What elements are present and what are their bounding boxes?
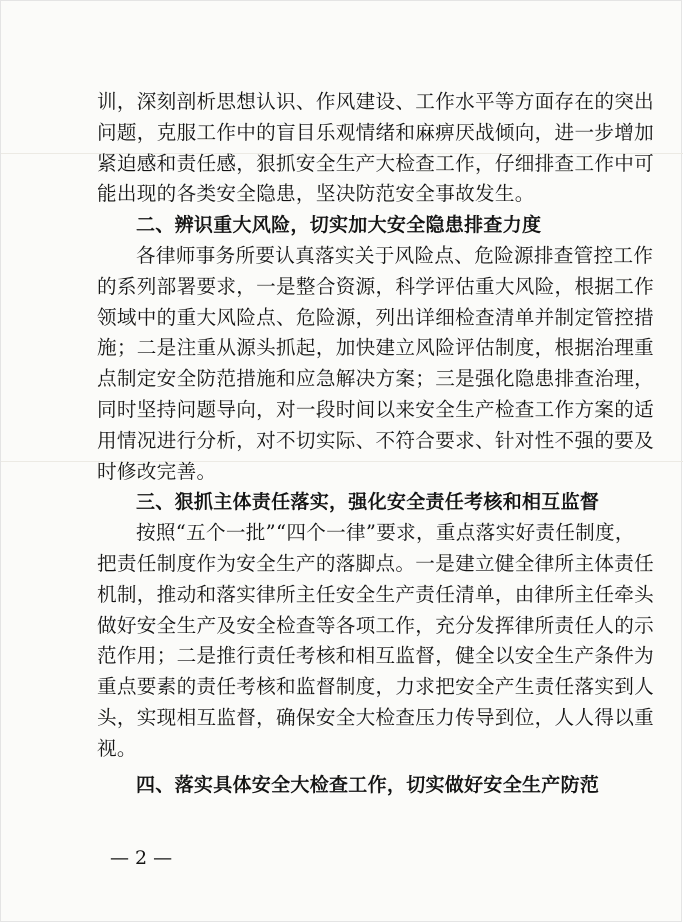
text-line: 同时坚持问题导向，对一段时间以来安全生产检查工作方案的适 xyxy=(97,397,655,421)
text-line: 把责任制度作为安全生产的落脚点。一是建立健全律所主体责任 xyxy=(97,551,655,575)
text-line: 领域中的重大风险点、危险源，列出详细检查清单并制定管控措 xyxy=(97,305,655,329)
section-heading: 四、落实具体安全大检查工作，切实做好安全生产防范 xyxy=(136,773,600,796)
text-line: 的系列部署要求，一是整合资源，科学评估重大风险，根据工作 xyxy=(97,274,655,298)
text-line: 机制，推动和落实律所主任安全生产责任清单，由律所主任牵头 xyxy=(97,582,655,606)
text-line: 点制定安全防范措施和应急解决方案；三是强化隐患排查治理， xyxy=(97,367,655,391)
text-line: 能出现的各类安全隐患，坚决防范安全事故发生。 xyxy=(97,182,535,206)
section-2 xyxy=(97,210,655,487)
section-heading: 二、辨识重大风险，切实加大安全隐患排查力度 xyxy=(136,214,542,237)
text-line: 各律师事务所要认真落实关于风险点、危险源排查管控工作 xyxy=(136,243,654,267)
text-line: 范作用；二是推行责任考核和相互监督，健全以安全生产条件为 xyxy=(97,644,655,668)
text-line: 训，深刻剖析思想认识、作风建设、工作水平等方面存在的突出 xyxy=(97,90,655,113)
text-line: 头，实现相互监督，确保安全大检查压力传导到位，人人得以重 xyxy=(97,705,655,729)
text-line: 时修改完善。 xyxy=(97,459,217,483)
page-number: — 2 — xyxy=(110,847,173,869)
text-line: 用情况进行分析，对不切实际、不符合要求、针对性不强的要及 xyxy=(97,428,655,452)
text-line: 问题，克服工作中的盲目乐观情绪和麻痹厌战倾向，进一步增加 xyxy=(97,120,655,144)
text-line: 按照“五个一批”“四个一律”要求，重点落实好责任制度， xyxy=(136,521,635,545)
section-3 xyxy=(97,487,655,764)
text-line: 紧迫感和责任感，狠抓安全生产大检查工作，仔细排查工作中可 xyxy=(97,151,655,175)
text-line: 视。 xyxy=(97,736,137,760)
text-line: 施；二是注重从源头抓起，加快建立风险评估制度，根据治理重 xyxy=(97,336,655,360)
text-line: 重点要素的责任考核和监督制度，力求把安全产生责任落实到人 xyxy=(97,675,655,699)
section-heading: 三、狠抓主体责任落实，强化安全责任考核和相互监督 xyxy=(136,491,600,514)
text-line: 做好安全生产及安全检查等各项工作，充分发挥律所责任人的示 xyxy=(97,613,655,637)
section-4 xyxy=(97,770,600,801)
paragraph-continued xyxy=(97,87,655,210)
document-body xyxy=(97,87,655,800)
